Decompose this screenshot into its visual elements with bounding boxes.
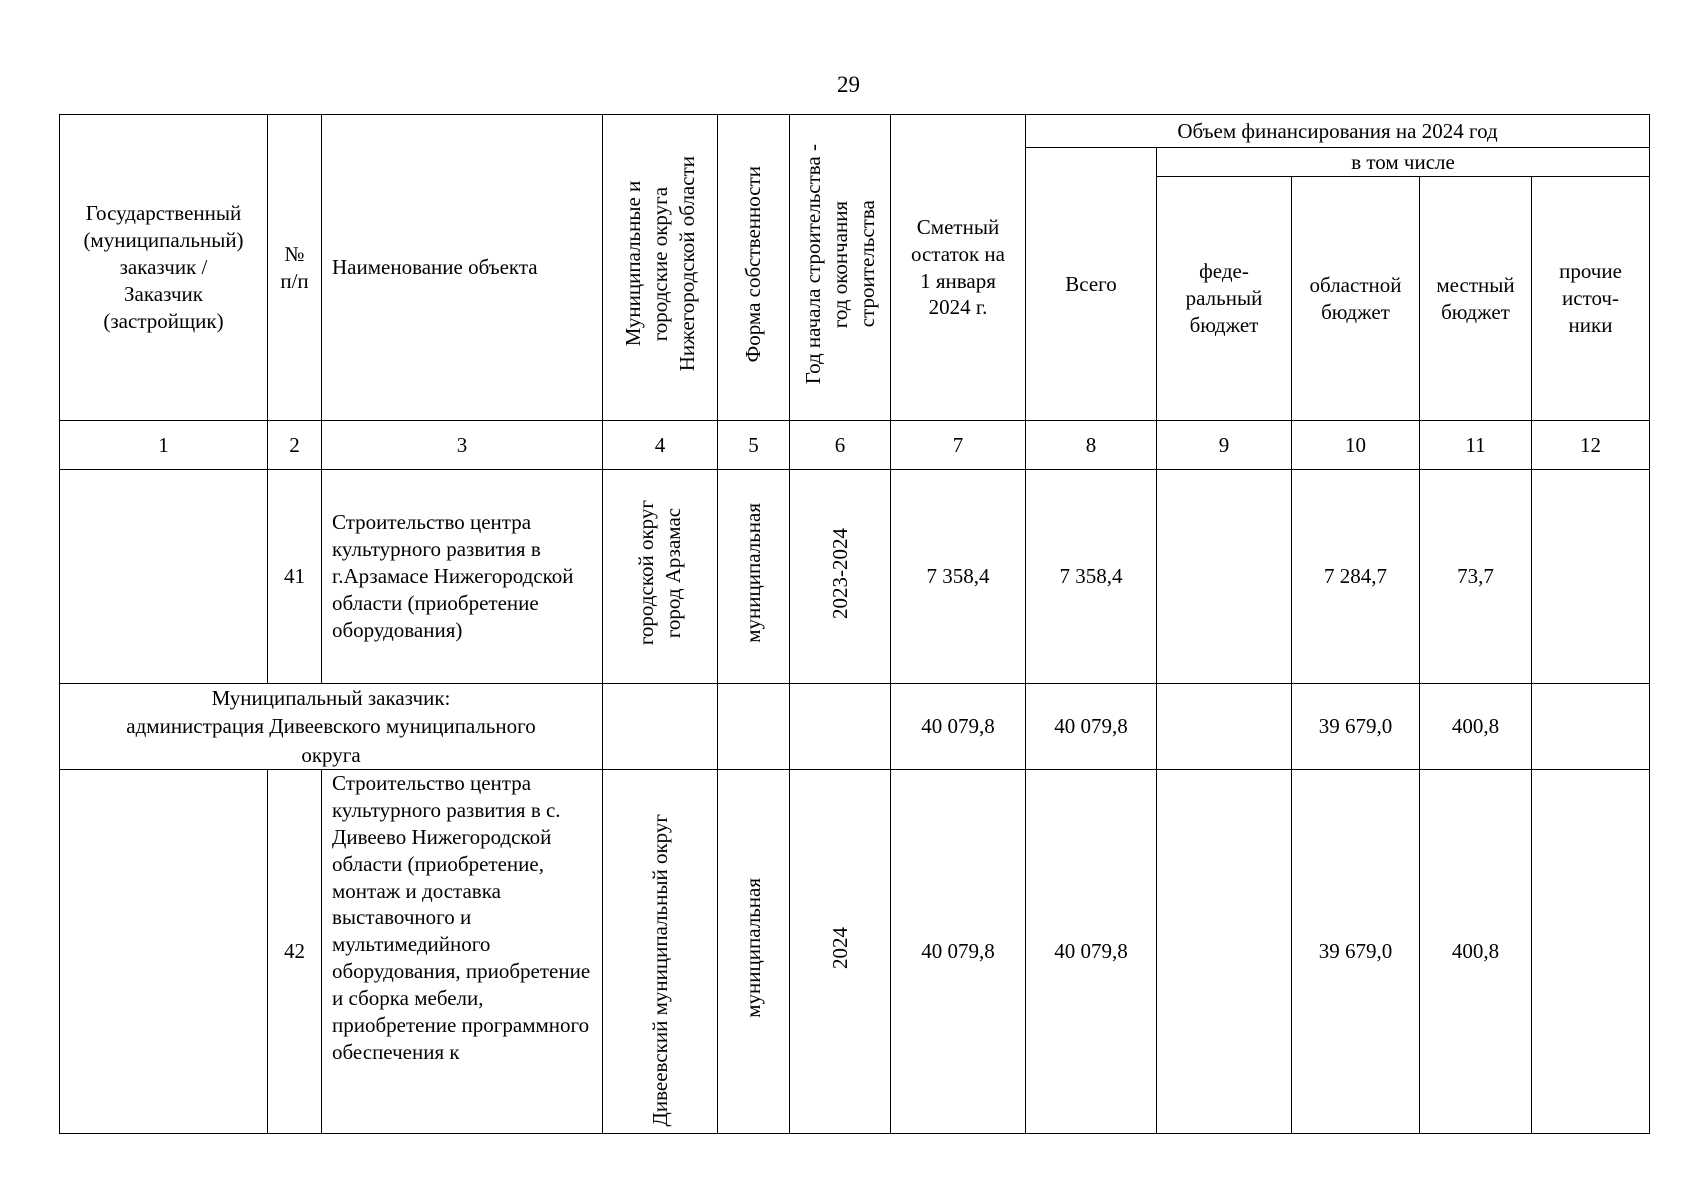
cell-number: 42 <box>268 770 322 1134</box>
cell-regional: 7 284,7 <box>1292 470 1420 684</box>
column-number: 9 <box>1157 421 1292 470</box>
table-row <box>60 470 1650 684</box>
cell-years: 2024 <box>790 770 891 1134</box>
cell-total: 7 358,4 <box>1026 470 1157 684</box>
column-number-row <box>60 421 1650 470</box>
column-number: 6 <box>790 421 891 470</box>
column-number: 12 <box>1532 421 1650 470</box>
cell-federal <box>1157 684 1292 770</box>
header-financing: Объем финансирования на 2024 год <box>1026 115 1650 148</box>
header-including: в том числе <box>1157 148 1650 177</box>
column-number: 1 <box>60 421 268 470</box>
cell-years <box>790 684 891 770</box>
header-balance: Сметный остаток на 1 января 2024 г. <box>891 115 1026 421</box>
page-number: 29 <box>837 72 860 97</box>
cell-other <box>1532 684 1650 770</box>
column-number: 7 <box>891 421 1026 470</box>
header-number: № п/п <box>268 115 322 421</box>
header-object-name: Наименование объекта <box>322 115 603 421</box>
cell-local: 400,8 <box>1420 684 1532 770</box>
cell-balance: 40 079,8 <box>891 684 1026 770</box>
cell-ownership: муниципальная <box>718 770 790 1134</box>
cell-balance: 7 358,4 <box>891 470 1026 684</box>
cell-district: Дивеевский муниципальный округ <box>603 770 718 1134</box>
header-other: прочие источ- ники <box>1532 177 1650 421</box>
cell-other <box>1532 770 1650 1134</box>
cell-object-name: Строительство центра культурного развития в г.Арзамасе Нижегородской области (приобретение оборудования) <box>322 470 603 684</box>
cell-federal <box>1157 470 1292 684</box>
cell-regional: 39 679,0 <box>1292 684 1420 770</box>
cell-local: 400,8 <box>1420 770 1532 1134</box>
header-row-1 <box>60 115 1650 148</box>
header-districts: Муниципальные и городские округа Нижегородской области <box>603 115 718 421</box>
column-number: 4 <box>603 421 718 470</box>
header-customer: Государственный (муниципальный) заказчик / Заказчик (застройщик) <box>60 115 268 421</box>
cell-ownership <box>718 684 790 770</box>
header-years: Год начала строительства - год окончания строительства <box>790 115 891 421</box>
cell-balance: 40 079,8 <box>891 770 1026 1134</box>
cell-number: 41 <box>268 470 322 684</box>
column-number: 5 <box>718 421 790 470</box>
cell-ownership: муниципальная <box>718 470 790 684</box>
customer-group-row <box>60 684 1650 770</box>
column-number: 8 <box>1026 421 1157 470</box>
column-number: 2 <box>268 421 322 470</box>
cell-total: 40 079,8 <box>1026 770 1157 1134</box>
cell-district: городской округ город Арзамас <box>603 470 718 684</box>
cell-object-name: Строительство центра культурного развития в с. Дивеево Нижегородской области (приобретение, монтаж и доставка выставочного и мультимедийного оборудования, приобретение и сборка мебели, приобретение программного обеспечения к <box>322 770 603 1134</box>
financing-table <box>59 114 1650 1134</box>
cell-years: 2023-2024 <box>790 470 891 684</box>
cell-federal <box>1157 770 1292 1134</box>
cell-other <box>1532 470 1650 684</box>
cell-customer <box>60 470 268 684</box>
cell-district <box>603 684 718 770</box>
column-number: 11 <box>1420 421 1532 470</box>
cell-local: 73,7 <box>1420 470 1532 684</box>
cell-regional: 39 679,0 <box>1292 770 1420 1134</box>
header-federal: феде- ральный бюджет <box>1157 177 1292 421</box>
column-number: 10 <box>1292 421 1420 470</box>
column-number: 3 <box>322 421 603 470</box>
cell-total: 40 079,8 <box>1026 684 1157 770</box>
header-regional: областной бюджет <box>1292 177 1420 421</box>
cell-customer <box>60 770 268 1134</box>
customer-group-label: Муниципальный заказчик: администрация Дивеевского муниципального округа <box>60 684 603 770</box>
table-row <box>60 770 1650 1134</box>
header-ownership: Форма собственности <box>718 115 790 421</box>
header-total: Всего <box>1026 148 1157 421</box>
header-local: местный бюджет <box>1420 177 1532 421</box>
